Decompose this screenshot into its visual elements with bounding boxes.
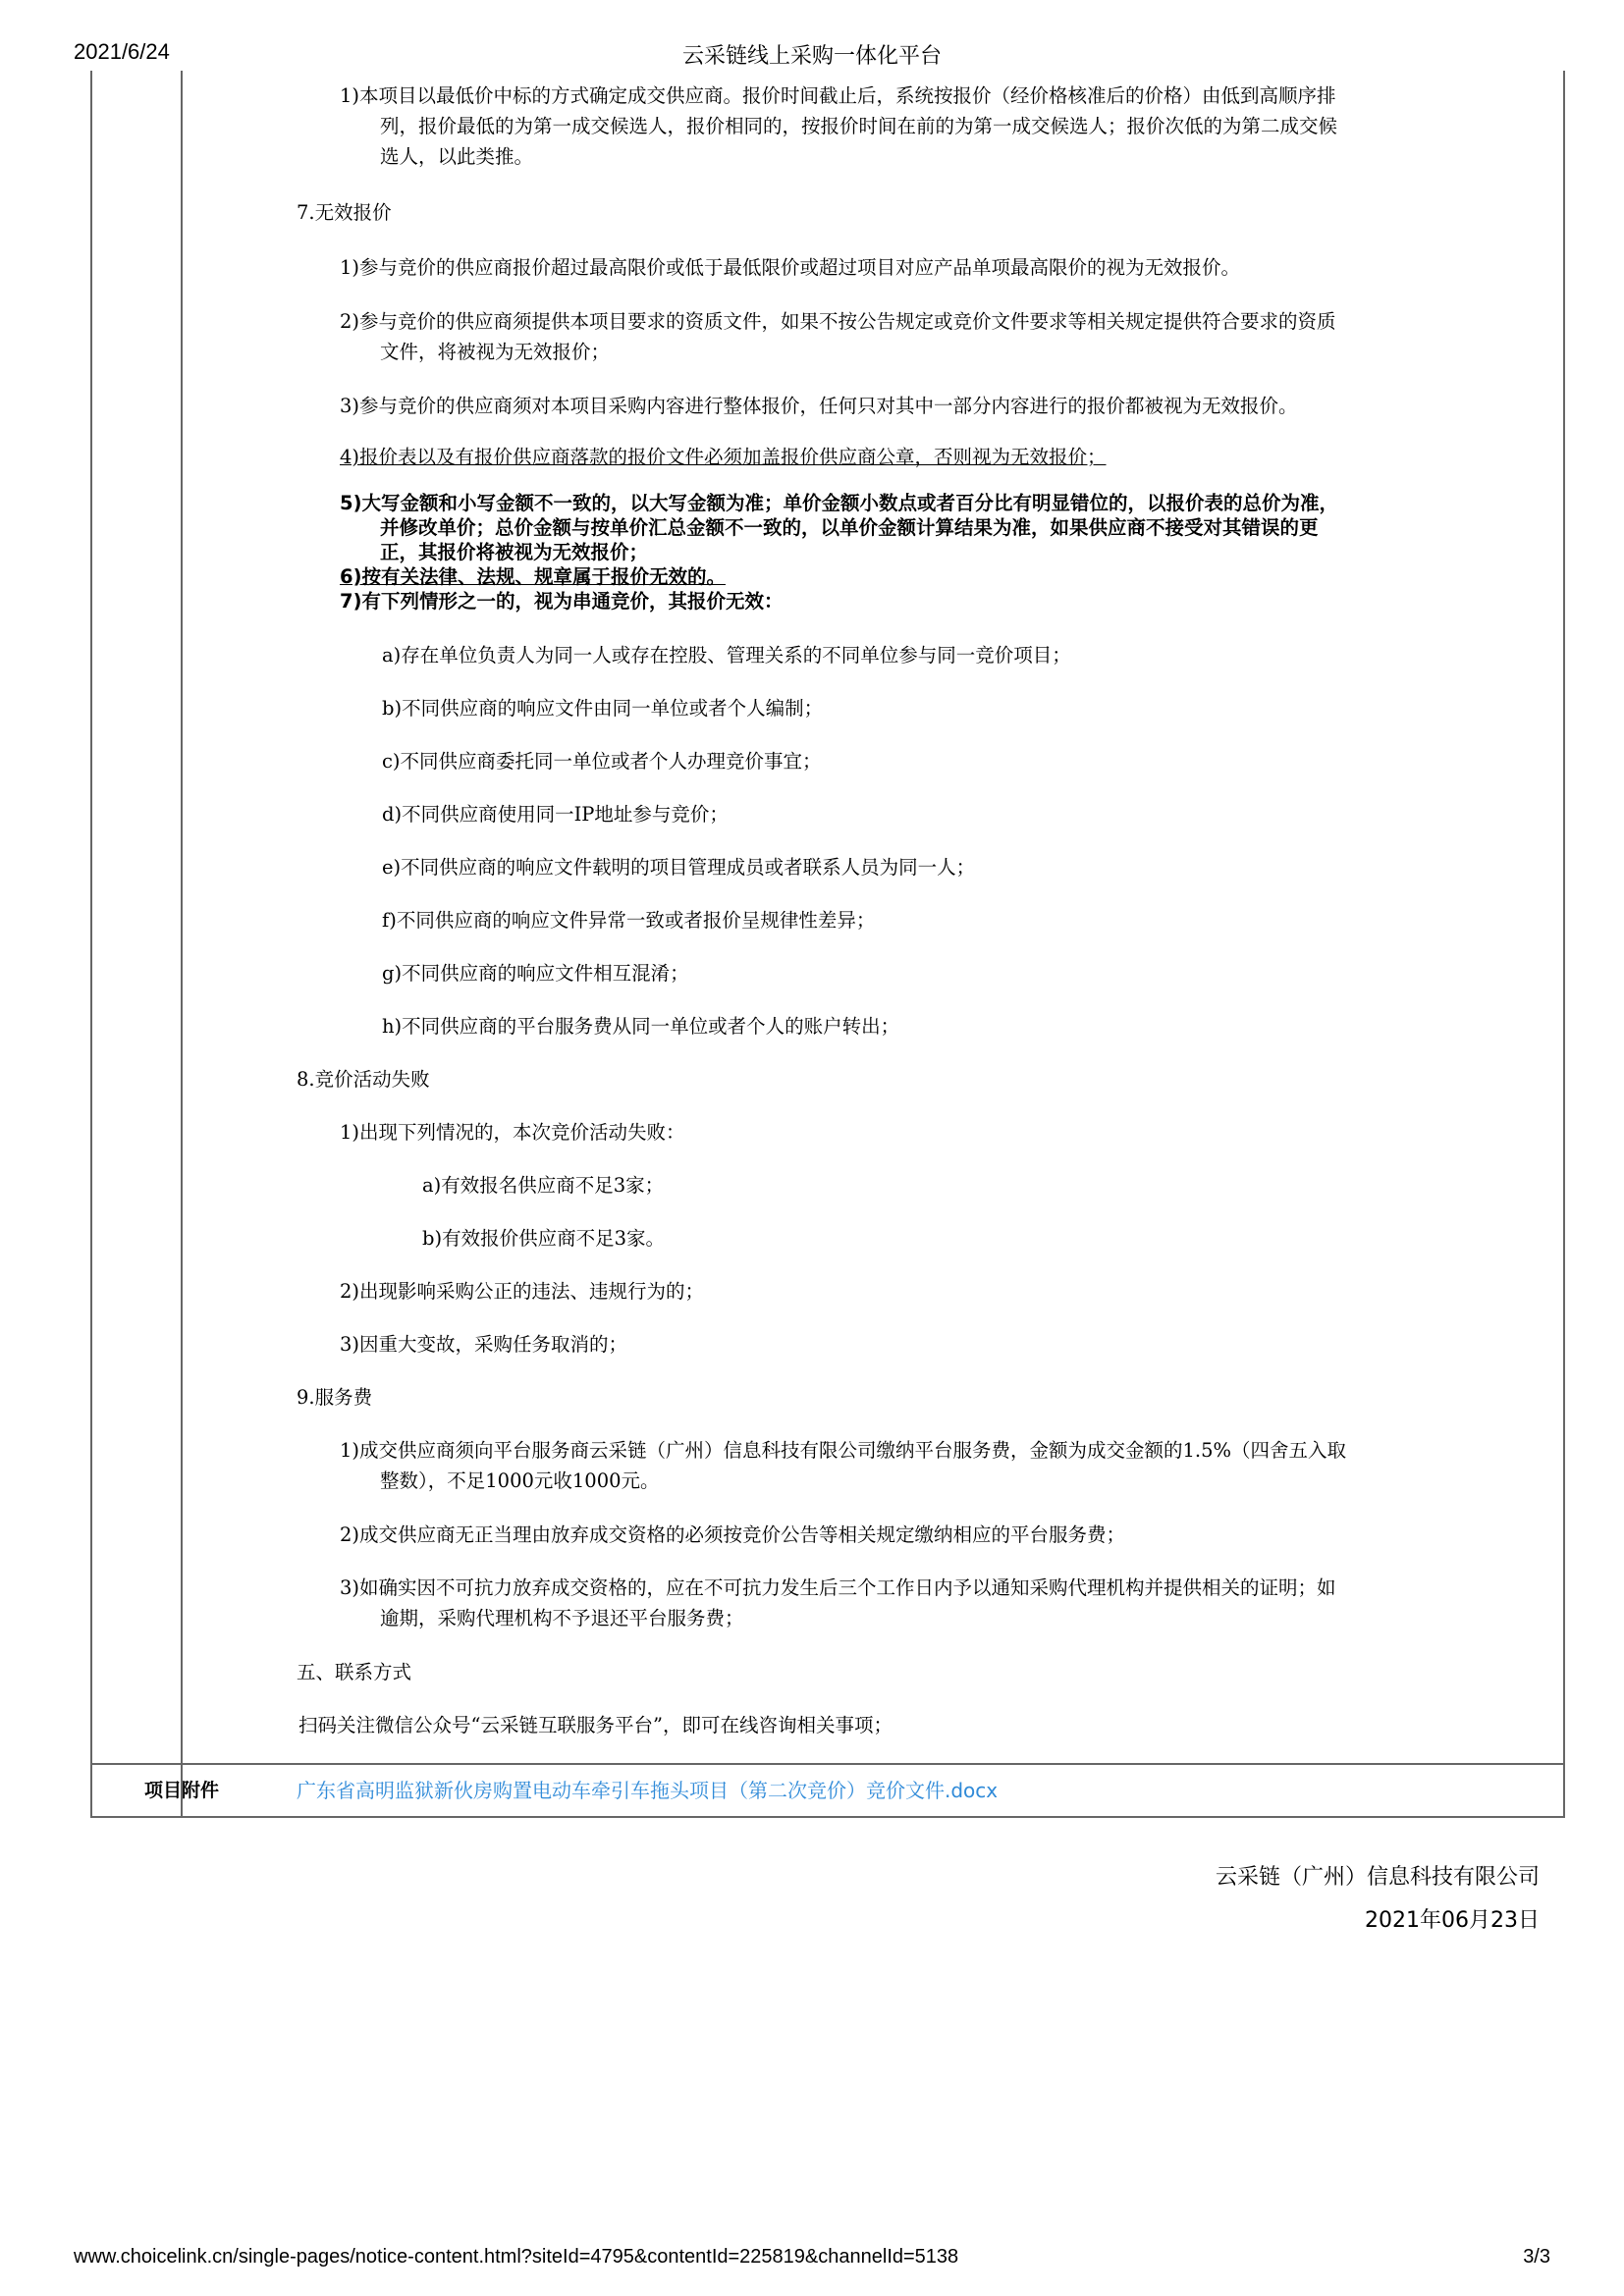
bid-failure-item: 3)因重大变故，采购任务取消的； [340,1333,628,1356]
invalid-bid-item: 6)按有关法律、法规、规章属于报价无效的。 [340,565,726,588]
invalid-bid-item: 2)参与竞价的供应商须提供本项目要求的资质文件，如果不按公告规定或竞价文件要求等相关规定提供符合要求的资质 [340,310,1336,333]
section-heading-contact: 五、联系方式 [297,1661,412,1683]
service-fee-item: 2)成交供应商无正当理由放弃成交资格的必须按竞价公告等相关规定缴纳相应的平台服务费； [340,1523,1126,1546]
invalid-bid-item: 1)参与竞价的供应商报价超过最高限价或低于最低限价或超过项目对应产品单项最高限价的视为无效报价。 [340,256,1241,279]
contact-text: 扫码关注微信公众号“云采链互联服务平台”，即可在线咨询相关事项； [298,1714,893,1736]
invalid-bid-item: 并修改单价；总价金额与按单价汇总金额不一致的，以单价金额计算结果为准，如果供应商不接受对其错误的更 [380,516,1319,539]
rule-line: 1)本项目以最低价中标的方式确定成交供应商。报价时间截止后，系统按报价（经价格核准后的价格）由低到高顺序排 [340,84,1336,107]
collusion-item: a)存在单位负责人为同一人或存在控股、管理关系的不同单位参与同一竞价项目； [382,644,1071,667]
service-fee-item: 3)如确实因不可抗力放弃成交资格的，应在不可抗力发生后三个工作日内予以通知采购代理机构并提供相关的证明；如 [340,1576,1336,1599]
bid-failure-subitem: a)有效报名供应商不足3家； [422,1174,665,1197]
collusion-item: f)不同供应商的响应文件异常一致或者报价呈规律性差异； [382,909,876,932]
invalid-bid-item: 4)报价表以及有报价供应商落款的报价文件必须加盖报价供应商公章，否则视为无效报价； [340,446,1107,468]
signature-date: 2021年06月23日 [1365,1908,1540,1933]
bid-failure-item: 1)出现下列情况的，本次竞价活动失败： [340,1121,685,1144]
collusion-item: b)不同供应商的响应文件由同一单位或者个人编制； [382,697,824,720]
section-heading-invalid-bids: 7.无效报价 [297,201,392,224]
collusion-item: h)不同供应商的平台服务费从同一单位或者个人的账户转出； [382,1015,900,1038]
bid-failure-subitem: b)有效报价供应商不足3家。 [422,1227,665,1250]
invalid-bid-item: 正，其报价将被视为无效报价； [380,541,649,563]
section-heading-bid-failure: 8.竞价活动失败 [297,1068,430,1091]
section-heading-service-fee: 9.服务费 [297,1386,373,1409]
page-header-title: 云采链线上采购一体化平台 [681,43,942,68]
attachment-link[interactable]: 广东省高明监狱新伙房购置电动车牵引车拖头项目（第二次竞价）竞价文件.docx [297,1779,999,1802]
invalid-bid-item: 文件，将被视为无效报价； [380,341,611,363]
invalid-bid-item: 3)参与竞价的供应商须对本项目采购内容进行整体报价，任何只对其中一部分内容进行的报价都被视为无效报价。 [340,395,1298,417]
service-fee-item: 整数），不足1000元收1000元。 [380,1469,660,1492]
invalid-bid-item: 7)有下列情形之一的，视为串通竞价，其报价无效： [340,590,784,613]
print-date: 2021/6/24 [74,39,170,64]
collusion-item: d)不同供应商使用同一IP地址参与竞价； [382,803,729,826]
table-column-divider [181,71,183,1818]
signature-company: 云采链（广州）信息科技有限公司 [1215,1865,1540,1890]
bid-failure-item: 2)出现影响采购公正的违法、违规行为的； [340,1280,705,1303]
footer-url: www.choicelink.cn/single-pages/notice-content.html?siteId=4795&contentId=225819&channelId=5138 [74,2246,959,2268]
page-number: 3/3 [1523,2246,1550,2268]
collusion-item: e)不同供应商的响应文件载明的项目管理成员或者联系人员为同一人； [382,856,976,879]
invalid-bid-item: 5)大写金额和小写金额不一致的，以大写金额为准；单价金额小数点或者百分比有明显错位的，以报价表的总价为准， [340,492,1338,514]
rule-line: 列，报价最低的为第一成交候选人，报价相同的，按报价时间在前的为第一成交候选人；报价次低的为第二成交候 [380,115,1338,137]
collusion-item: c)不同供应商委托同一单位或者个人办理竞价事宜； [382,750,822,773]
rule-line: 选人，以此类推。 [380,145,534,168]
service-fee-item: 1)成交供应商须向平台服务商云采链（广州）信息科技有限公司缴纳平台服务费，金额为成交金额的1.5%（四舍五入取 [340,1439,1347,1462]
collusion-item: g)不同供应商的响应文件相互混淆； [382,962,689,985]
attachment-label: 项目附件 [143,1780,219,1801]
service-fee-item: 逾期，采购代理机构不予退还平台服务费； [380,1607,744,1629]
